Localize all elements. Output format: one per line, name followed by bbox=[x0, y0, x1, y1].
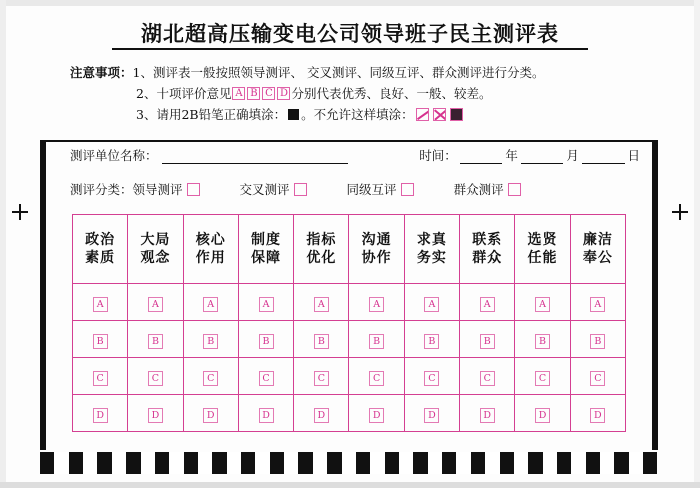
bubble-c[interactable]: C bbox=[535, 371, 550, 386]
table-row bbox=[73, 395, 626, 432]
instructions-block bbox=[70, 62, 630, 125]
bubble-cell[interactable] bbox=[183, 358, 238, 395]
timing-gap bbox=[485, 452, 499, 474]
timing-bar bbox=[40, 452, 54, 474]
bubble-c[interactable]: C bbox=[259, 371, 274, 386]
evaluation-table-header bbox=[73, 215, 626, 284]
category-option-cross-label: 交叉测评 bbox=[239, 182, 290, 197]
bubble-a[interactable]: A bbox=[314, 297, 329, 312]
bubble-cell[interactable] bbox=[570, 395, 625, 432]
timing-gap bbox=[456, 452, 470, 474]
bubble-c[interactable]: C bbox=[590, 371, 605, 386]
bubble-b[interactable]: B bbox=[480, 334, 495, 349]
scan-edge-top bbox=[0, 0, 700, 6]
bubble-cell[interactable] bbox=[128, 395, 183, 432]
column-header-line1: 联系 bbox=[472, 232, 503, 248]
bubble-cell[interactable] bbox=[460, 395, 515, 432]
bubble-c[interactable]: C bbox=[314, 371, 329, 386]
bubble-cell[interactable] bbox=[515, 395, 570, 432]
bubble-d[interactable]: D bbox=[369, 408, 384, 423]
table-row bbox=[73, 284, 626, 321]
incorrect-partial-fill-mark-icon bbox=[450, 108, 463, 121]
timing-gap bbox=[342, 452, 356, 474]
column-header-line1: 制度 bbox=[251, 232, 282, 248]
bubble-cell[interactable] bbox=[128, 321, 183, 358]
bubble-cell[interactable] bbox=[570, 321, 625, 358]
incorrect-slash-mark-icon bbox=[416, 108, 429, 121]
bubble-cell[interactable] bbox=[404, 284, 459, 321]
bubble-cell[interactable] bbox=[515, 321, 570, 358]
timing-bar bbox=[270, 452, 284, 474]
option-letter-a-icon: A bbox=[232, 87, 245, 100]
category-option-leader[interactable] bbox=[133, 180, 200, 198]
column-header-line2: 协作 bbox=[361, 250, 392, 266]
category-option-cross[interactable] bbox=[240, 180, 307, 198]
timing-gap bbox=[83, 452, 97, 474]
column-header-line2: 务实 bbox=[416, 250, 447, 266]
bubble-cell[interactable] bbox=[238, 395, 293, 432]
bubble-b[interactable]: B bbox=[590, 334, 605, 349]
column-header-political-quality bbox=[73, 215, 128, 284]
category-option-peer-checkbox[interactable] bbox=[401, 183, 414, 196]
correct-fill-mark-icon bbox=[288, 109, 299, 120]
category-label: 测评分类： bbox=[70, 182, 133, 197]
bubble-cell[interactable] bbox=[515, 284, 570, 321]
bubble-c[interactable]: C bbox=[148, 371, 163, 386]
evaluation-table bbox=[72, 214, 626, 432]
scan-edge-right bbox=[694, 0, 700, 488]
timing-track-barcode bbox=[40, 452, 658, 474]
bubble-cell[interactable] bbox=[128, 284, 183, 321]
bubble-cell[interactable] bbox=[349, 395, 404, 432]
month-unit-label: 月 bbox=[566, 148, 579, 163]
timing-bar bbox=[614, 452, 628, 474]
instruction-2-text-before: 十项评价意见 bbox=[156, 86, 232, 101]
column-header-line1: 求真 bbox=[416, 232, 447, 248]
instruction-3-number: 3、 bbox=[136, 107, 157, 122]
column-header-line2: 作用 bbox=[195, 250, 226, 266]
timing-bar bbox=[500, 452, 514, 474]
bubble-cell[interactable] bbox=[349, 321, 404, 358]
bubble-a[interactable]: A bbox=[590, 297, 605, 312]
category-option-peer-label: 同级互评 bbox=[346, 182, 397, 197]
column-header-line1: 沟通 bbox=[361, 232, 392, 248]
bubble-cell[interactable] bbox=[183, 321, 238, 358]
page-title: 湖北超高压输变电公司领导班子民主测评表 bbox=[141, 21, 559, 46]
scan-edge-left bbox=[0, 0, 6, 488]
timing-bar bbox=[241, 452, 255, 474]
column-header-line2: 任能 bbox=[527, 250, 558, 266]
bubble-cell[interactable] bbox=[183, 395, 238, 432]
bubble-d[interactable]: D bbox=[535, 408, 550, 423]
bubble-b[interactable]: B bbox=[535, 334, 550, 349]
category-option-leader-label: 领导测评 bbox=[132, 182, 183, 197]
bubble-cell[interactable] bbox=[294, 358, 349, 395]
bubble-c[interactable]: C bbox=[369, 371, 384, 386]
option-letter-c-icon: C bbox=[262, 87, 275, 100]
bubble-c[interactable]: C bbox=[93, 371, 108, 386]
column-header-index-optimization bbox=[294, 215, 349, 284]
timing-bar bbox=[356, 452, 370, 474]
date-label: 时间： bbox=[419, 148, 457, 163]
timing-bar bbox=[557, 452, 571, 474]
timing-bar bbox=[184, 452, 198, 474]
timing-bar bbox=[298, 452, 312, 474]
bubble-b[interactable]: B bbox=[203, 334, 218, 349]
bubble-cell[interactable] bbox=[128, 358, 183, 395]
instruction-1-text: 测评表一般按照领导测评、 交叉测评、同级互评、群众测评进行分类。 bbox=[152, 65, 545, 80]
timing-bar bbox=[327, 452, 341, 474]
timing-gap bbox=[141, 452, 155, 474]
bubble-cell[interactable] bbox=[294, 321, 349, 358]
option-letter-d-icon: D bbox=[277, 87, 290, 100]
evaluation-table-wrapper bbox=[72, 214, 626, 432]
option-letter-b-icon: B bbox=[247, 87, 260, 100]
column-header-line2: 奉公 bbox=[582, 250, 613, 266]
column-header-line2: 优化 bbox=[306, 250, 337, 266]
bubble-b[interactable]: B bbox=[93, 334, 108, 349]
bubble-cell[interactable] bbox=[349, 358, 404, 395]
bubble-b[interactable]: B bbox=[424, 334, 439, 349]
bubble-cell[interactable] bbox=[73, 358, 128, 395]
bubble-cell[interactable] bbox=[294, 395, 349, 432]
bubble-d[interactable]: D bbox=[424, 408, 439, 423]
bubble-a[interactable]: A bbox=[424, 297, 439, 312]
bubble-cell[interactable] bbox=[238, 358, 293, 395]
title-underline bbox=[112, 48, 588, 50]
bubble-cell[interactable] bbox=[183, 284, 238, 321]
timing-bar bbox=[528, 452, 542, 474]
bubble-cell[interactable] bbox=[238, 321, 293, 358]
day-unit-label: 日 bbox=[627, 148, 641, 163]
timing-bar bbox=[126, 452, 140, 474]
bubble-d[interactable]: D bbox=[148, 408, 163, 423]
bubble-d[interactable]: D bbox=[203, 408, 218, 423]
column-header-line1: 核心 bbox=[195, 232, 226, 248]
column-header-pragmatism bbox=[404, 215, 459, 284]
timing-gap bbox=[543, 452, 557, 474]
bubble-d[interactable]: D bbox=[480, 408, 495, 423]
bubble-cell[interactable] bbox=[238, 284, 293, 321]
column-header-line2: 群众 bbox=[472, 250, 503, 266]
column-header-line1: 选贤 bbox=[527, 232, 558, 248]
timing-gap bbox=[370, 452, 384, 474]
timing-bar bbox=[586, 452, 600, 474]
category-option-cross-checkbox[interactable] bbox=[294, 183, 307, 196]
column-header-core-role bbox=[183, 215, 238, 284]
column-header-big-picture bbox=[128, 215, 183, 284]
bubble-a[interactable]: A bbox=[480, 297, 495, 312]
registration-plus-mark-right bbox=[672, 204, 688, 220]
timing-gap bbox=[600, 452, 614, 474]
timing-bar bbox=[212, 452, 226, 474]
bubble-a[interactable]: A bbox=[203, 297, 218, 312]
bubble-cell[interactable] bbox=[404, 395, 459, 432]
column-header-line2: 观念 bbox=[140, 250, 171, 266]
registration-plus-mark-left bbox=[12, 204, 28, 220]
bubble-b[interactable]: B bbox=[314, 334, 329, 349]
timing-bar bbox=[471, 452, 485, 474]
instruction-line-3 bbox=[70, 104, 630, 125]
bubble-d[interactable]: D bbox=[93, 408, 108, 423]
bubble-cell[interactable] bbox=[460, 358, 515, 395]
bubble-cell[interactable] bbox=[349, 284, 404, 321]
unit-name-label: 测评单位名称： bbox=[70, 148, 158, 163]
timing-bar bbox=[69, 452, 83, 474]
bubble-a[interactable]: A bbox=[148, 297, 163, 312]
bubble-a[interactable]: A bbox=[535, 297, 550, 312]
timing-bar bbox=[155, 452, 169, 474]
section-divider-rule bbox=[40, 140, 658, 142]
column-header-line1: 廉洁 bbox=[582, 232, 613, 248]
evaluation-table-body bbox=[73, 284, 626, 432]
timing-gap bbox=[169, 452, 183, 474]
bubble-cell[interactable] bbox=[404, 321, 459, 358]
timing-bar bbox=[643, 452, 657, 474]
timing-gap bbox=[399, 452, 413, 474]
column-header-line1: 指标 bbox=[306, 232, 337, 248]
unit-name-field[interactable] bbox=[162, 149, 348, 164]
bubble-c[interactable]: C bbox=[424, 371, 439, 386]
scan-edge-bottom bbox=[0, 482, 700, 488]
timing-gap bbox=[54, 452, 68, 474]
timing-bar bbox=[97, 452, 111, 474]
column-header-line2: 保障 bbox=[251, 250, 282, 266]
bubble-b[interactable]: B bbox=[148, 334, 163, 349]
timing-gap bbox=[514, 452, 528, 474]
timing-gap bbox=[198, 452, 212, 474]
column-header-line2: 素质 bbox=[85, 250, 116, 266]
timing-bar-right bbox=[652, 142, 658, 450]
timing-gap bbox=[284, 452, 298, 474]
bubble-b[interactable]: B bbox=[259, 334, 274, 349]
table-row bbox=[73, 321, 626, 358]
bubble-cell[interactable] bbox=[73, 395, 128, 432]
day-field[interactable] bbox=[582, 149, 625, 164]
bubble-b[interactable]: B bbox=[369, 334, 384, 349]
year-field[interactable] bbox=[460, 149, 503, 164]
year-unit-label: 年 bbox=[505, 148, 518, 163]
timing-gap bbox=[313, 452, 327, 474]
timing-gap bbox=[112, 452, 126, 474]
timing-gap bbox=[227, 452, 241, 474]
category-option-peer[interactable] bbox=[347, 180, 414, 198]
bubble-cell[interactable] bbox=[515, 358, 570, 395]
bubble-d[interactable]: D bbox=[259, 408, 274, 423]
bubble-cell[interactable] bbox=[460, 284, 515, 321]
timing-gap bbox=[428, 452, 442, 474]
bubble-a[interactable]: A bbox=[259, 297, 274, 312]
category-option-public-checkbox[interactable] bbox=[508, 183, 521, 196]
instruction-2-text-after: 分别代表优秀、良好、一般、较差。 bbox=[291, 86, 492, 101]
bubble-c[interactable]: C bbox=[203, 371, 218, 386]
bubble-a[interactable]: A bbox=[369, 297, 384, 312]
instruction-2-number: 2、 bbox=[136, 86, 157, 101]
bubble-cell[interactable] bbox=[570, 284, 625, 321]
timing-bar bbox=[442, 452, 456, 474]
bubble-a[interactable]: A bbox=[93, 297, 108, 312]
incorrect-cross-mark-icon bbox=[433, 108, 446, 121]
column-header-contact-masses bbox=[460, 215, 515, 284]
category-option-leader-checkbox[interactable] bbox=[187, 183, 200, 196]
evaluation-category-line bbox=[70, 180, 640, 198]
timing-gap bbox=[571, 452, 585, 474]
table-row bbox=[73, 358, 626, 395]
bubble-cell[interactable] bbox=[73, 284, 128, 321]
timing-gap bbox=[255, 452, 269, 474]
instruction-line-2 bbox=[70, 83, 630, 104]
column-header-integrity bbox=[570, 215, 625, 284]
bubble-cell[interactable] bbox=[570, 358, 625, 395]
category-option-public-label: 群众测评 bbox=[453, 182, 504, 197]
instruction-3-text-middle: 。不允许这样填涂： bbox=[301, 107, 414, 122]
column-header-line1: 大局 bbox=[140, 232, 171, 248]
timing-bar bbox=[385, 452, 399, 474]
unit-and-date-line bbox=[70, 146, 640, 164]
bubble-d[interactable]: D bbox=[590, 408, 605, 423]
bubble-cell[interactable] bbox=[73, 321, 128, 358]
category-option-public[interactable] bbox=[454, 180, 521, 198]
timing-gap bbox=[629, 452, 643, 474]
instruction-1-number: 1、 bbox=[132, 65, 153, 80]
column-header-communication bbox=[349, 215, 404, 284]
column-header-line1: 政治 bbox=[85, 232, 116, 248]
column-header-system-guarantee bbox=[238, 215, 293, 284]
instruction-3-text-before: 请用2B铅笔正确填涂： bbox=[156, 107, 287, 122]
column-header-talent-selection bbox=[515, 215, 570, 284]
bubble-c[interactable]: C bbox=[480, 371, 495, 386]
bubble-cell[interactable] bbox=[294, 284, 349, 321]
instruction-line-1 bbox=[70, 62, 630, 83]
table-header-row bbox=[73, 215, 626, 284]
instructions-label: 注意事项： bbox=[70, 65, 133, 80]
bubble-d[interactable]: D bbox=[314, 408, 329, 423]
month-field[interactable] bbox=[521, 149, 564, 164]
bubble-cell[interactable] bbox=[404, 358, 459, 395]
bubble-cell[interactable] bbox=[460, 321, 515, 358]
timing-bar bbox=[413, 452, 427, 474]
timing-bar-left bbox=[40, 142, 46, 450]
